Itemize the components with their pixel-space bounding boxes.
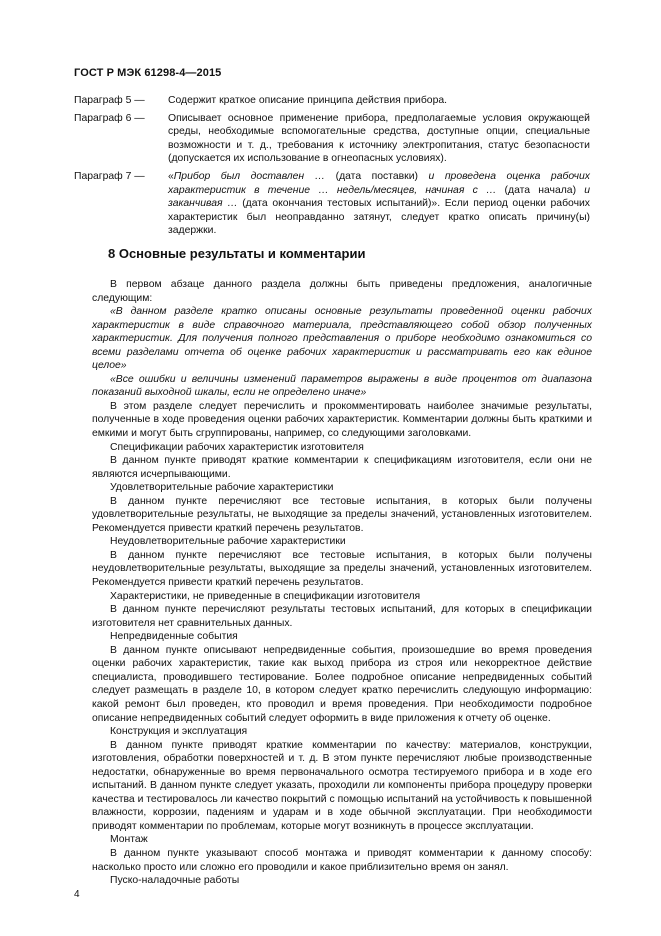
body-paragraph: В этом разделе следует перечислить и прокомментировать наиболее значимые результаты, полученные в ходе проведения оценки рабочих характеристик. Комментарии должны быть краткими и емкими и могут быть сгруппированы, например, со следующими заголовками.	[92, 400, 592, 440]
subsection-heading: Непредвиденные события	[110, 631, 238, 643]
subsection-heading: Спецификации рабочих характеристик изготовителя	[110, 441, 364, 453]
paragraph-label: Параграф 6 —	[74, 112, 145, 124]
body-paragraph: «В данном разделе кратко описаны основные результаты проведенной оценки рабочих характеристик в виде справочного материала, представляющего собой обзор полученных характеристик. Для получения полного представления о приборе необходимо ознакомиться со всеми разделами отчета об оценке рабочих характеристик и рассматривать его как единое целое»	[92, 306, 592, 372]
paragraph-text: Описывает основное применение прибора, предполагаемые условия окружающей среды, необходимые вспомогательные средства, доступные опции, специальные возможности и т. д., требования к источнику электропитания, статус безопасности (допускается их использование в огнеопасных условиях).	[168, 112, 590, 165]
paragraph-label: Параграф 7 —	[74, 170, 145, 182]
paragraph-text: Содержит краткое описание принципа действия прибора.	[168, 95, 448, 106]
body-paragraph: В данном пункте перечисляют все тестовые испытания, в которых были получены удовлетворительные результаты, не выходящие за пределы значений, установленных изготовителем. Рекомендуется привести краткий перечень результатов.	[92, 495, 592, 534]
body-paragraph: В данном пункте перечисляют результаты тестовых испытаний, для которых в спецификации изготовителя нет сравнительных данных.	[92, 604, 592, 629]
body-paragraph: В данном пункте описывают непредвиденные события, произошедшие во время проведения оценки рабочих характеристик, такие как выход прибора из строя или некорректное действие специалиста, проводившего тестирование. Более подробное описание непредвиденных событий следует размещать в разделе 10, в котором следует кратко перечислить следующую информацию: какой ремонт был проведен, кто проводил и время проведения. При необходимости подробное описание непредвиденных событий следует оформить в виде приложения к отчету об оценке.	[92, 644, 592, 724]
document-header: ГОСТ Р МЭК 61298-4—2015	[74, 67, 222, 79]
paragraph-list	[74, 94, 590, 242]
subsection-heading: Удовлетворительные рабочие характеристики	[110, 482, 334, 494]
body-paragraph: В данном пункте приводят краткие комментарии к спецификациям изготовителя, если они не являются исчерпывающими.	[92, 455, 592, 480]
paragraph-item	[74, 94, 590, 108]
body-paragraph: В данном пункте перечисляют все тестовые испытания, в которых были получены неудовлетворительные результаты, выходящие за пределы значений, установленных изготовителем. Рекомендуется привести краткий перечень результатов.	[92, 549, 592, 589]
subsection-heading: Монтаж	[110, 834, 148, 846]
body-paragraph: В данном пункте приводят краткие комментарии по качеству: материалов, конструкции, изготовления, обработки поверхностей и т. д. В этом пункте перечисляют любые производственные недостатки, обнаруженные во время первоначального осмотра тестируемого прибора и в ходе его испытаний. В данном пункте следует указать, проходили ли компоненты прибора процедуру проверки качества и тестировалось ли качество покрытий с помощью испытаний на устойчивость к повышенной влажности, коррозии, падениям и ударам и в ходе обычной эксплуатации. При необходимости приводят комментарии по проблемам, которые могут возникнуть в процессе эксплуатации.	[92, 739, 592, 832]
paragraph-text: «Прибор был доставлен … (дата поставки) и проведена оценка рабочих характеристик в течение … недель/месяцев, начиная с … (дата начала) и заканчивая … (дата окончания тестовых испытаний)». Если период оценки рабочих характеристик был неоправданно затянут, следует кратко описать причину(ы) задержки.	[168, 170, 591, 237]
body-paragraph: В данном пункте указывают способ монтажа и приводят комментарии к данному способу: насколько просто или сложно его проводили и какое приблизительно время он занял.	[92, 847, 592, 873]
subsection-heading: Неудовлетворительные рабочие характеристики	[110, 536, 346, 548]
section-body	[92, 278, 592, 888]
paragraph-label: Параграф 5 —	[74, 95, 145, 106]
section-title: 8 Основные результаты и комментарии	[108, 246, 366, 261]
body-paragraph: «Все ошибки и величины изменений параметров выражены в виде процентов от диапазона показаний выходной шкалы, если не определено иначе»	[92, 373, 592, 399]
subsection-heading: Пуско-наладочные работы	[110, 875, 240, 887]
subsection-heading: Характеристики, не приведенные в спецификации изготовителя	[110, 590, 421, 602]
paragraph-item	[74, 170, 590, 238]
body-paragraph: В первом абзаце данного раздела должны быть приведены предложения, аналогичные следующим:	[92, 279, 592, 304]
paragraph-item	[74, 112, 590, 166]
subsection-heading: Конструкция и эксплуатация	[110, 726, 248, 738]
page-number: 4	[74, 889, 80, 900]
